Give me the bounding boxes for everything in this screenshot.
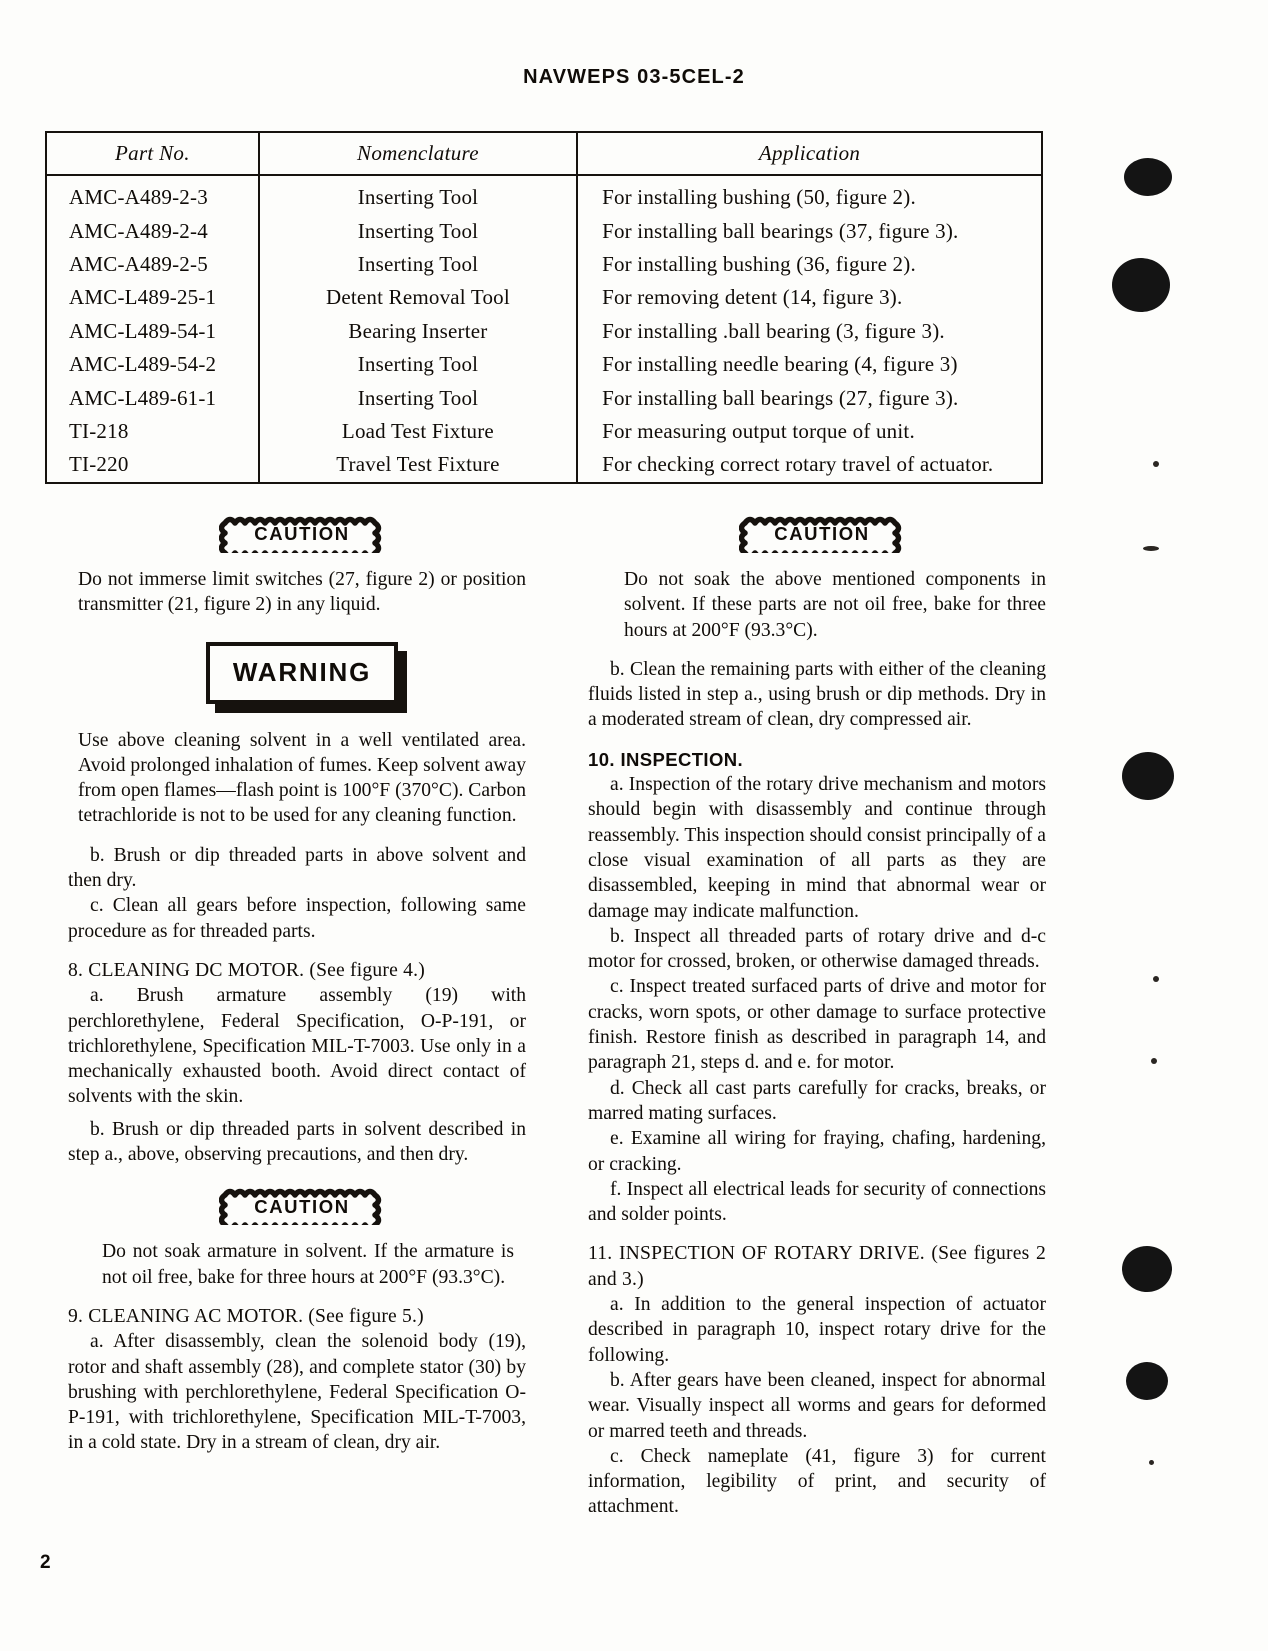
section-8-heading: 8. CLEANING DC MOTOR. (See figure 4.) <box>68 959 425 981</box>
warning-banner <box>78 640 526 704</box>
section-9-paragraph-a: a. After disassembly, clean the solenoid body (19), rotor and shaft assembly (28), and complete stator (30) by brushing with perchlorethylene, Federal Specification O-P-191, with trichlorethylene, Specification MIL-T-7003, in a cold state. Dry in a stream of clean, dry air. <box>68 1331 526 1454</box>
cell-nomenclature: Inserting Tool <box>259 214 577 247</box>
section-8-paragraph-b: b. Brush or dip threaded parts in solvent described in step a., above, observing precautions, and then dry. <box>68 1118 526 1166</box>
cell-nomenclature: Inserting Tool <box>259 175 577 214</box>
cell-application: For installing ball bearings (27, figure 3). <box>577 381 1042 414</box>
cell-application: For installing .ball bearing (3, figure 3). <box>577 315 1042 348</box>
cell-part-no: AMC-L489-61-1 <box>46 381 259 414</box>
caution-banner-1 <box>78 515 526 553</box>
column-header-application: Application <box>577 132 1042 175</box>
cell-part-no: AMC-A489-2-5 <box>46 248 259 281</box>
section-10-paragraph-c: c. Inspect treated surfaced parts of drive and motor for cracks, worn spots, or other damage to surface protective finish. Restore finish as described in paragraph 14, and paragraph 21, steps d. and e. for motor. <box>588 976 1046 1074</box>
caution-label: CAUTION <box>254 1195 350 1217</box>
scan-artifact-speck <box>1153 461 1159 467</box>
table-row <box>46 381 1042 414</box>
scan-artifact-hole <box>1124 158 1172 196</box>
caution-text-1: Do not immerse limit switches (27, figure 2) or position transmitter (21, figure 2) in any liquid. <box>78 569 526 616</box>
cell-nomenclature: Bearing Inserter <box>259 315 577 348</box>
cell-nomenclature: Inserting Tool <box>259 348 577 381</box>
scan-artifact-hole <box>1122 752 1174 800</box>
section-10-paragraph-f: f. Inspect all electrical leads for security of connections and solder points. <box>588 1178 1046 1226</box>
section-11-paragraph-b: b. After gears have been cleaned, inspect for abnormal wear. Visually inspect all worms and gears for deformed or marred teeth and threads. <box>588 1369 1046 1442</box>
section-11-heading: 11. INSPECTION OF ROTARY DRIVE. (See figures 2 and 3.) <box>588 1243 1046 1290</box>
scan-artifact-speck <box>1153 976 1159 982</box>
table-row <box>46 348 1042 381</box>
caution-label: CAUTION <box>774 523 870 545</box>
table-row <box>46 248 1042 281</box>
cell-nomenclature: Load Test Fixture <box>259 415 577 448</box>
section-10-paragraph-e: e. Examine all wiring for fraying, chafing, hardening, or cracking. <box>588 1128 1046 1175</box>
cell-application: For installing ball bearings (37, figure 3). <box>577 214 1042 247</box>
scan-artifact-hole <box>1112 258 1170 312</box>
cell-application: For removing detent (14, figure 3). <box>577 281 1042 314</box>
section-11-paragraph-c: c. Check nameplate (41, figure 3) for current information, legibility of print, and security of attachment. <box>588 1445 1046 1518</box>
section-10-heading: 10. INSPECTION. <box>588 748 744 770</box>
paragraph-b-left: b. Brush or dip threaded parts in above solvent and then dry. <box>68 844 526 892</box>
caution-label: CAUTION <box>254 523 350 545</box>
caution-box <box>219 515 385 553</box>
table-header-row <box>46 132 1042 175</box>
cell-nomenclature: Travel Test Fixture <box>259 448 577 482</box>
cell-part-no: TI-218 <box>46 415 259 448</box>
table-row <box>46 315 1042 348</box>
cell-application: For installing needle bearing (4, figure 3) <box>577 348 1042 381</box>
cell-nomenclature: Inserting Tool <box>259 381 577 414</box>
section-10-paragraph-d: d. Check all cast parts carefully for cracks, breaks, or marred mating surfaces. <box>588 1077 1046 1124</box>
scan-artifact-speck <box>1143 546 1159 551</box>
cell-part-no: TI-220 <box>46 448 259 482</box>
section-11-paragraph-a: a. In addition to the general inspection of actuator described in paragraph 10, inspect rotary drive for the following. <box>588 1294 1046 1366</box>
warning-text: Use above cleaning solvent in a well ventilated area. Avoid prolonged inhalation of fumes. Keep solvent away from open flames—flash point is 100°F (370°C). Carbon tetrachloride is not to be used for any cleaning function. <box>78 729 527 827</box>
warning-box <box>206 642 398 704</box>
cell-part-no: AMC-A489-2-3 <box>46 175 259 214</box>
caution-banner-2 <box>78 1187 526 1225</box>
caution-text-2: Do not soak armature in solvent. If the armature is not oil free, bake for three hours at 200°F (93.3°C). <box>102 1241 514 1288</box>
cell-part-no: AMC-L489-54-2 <box>46 348 259 381</box>
cell-part-no: AMC-A489-2-4 <box>46 214 259 247</box>
caution-box <box>739 515 905 553</box>
table-row <box>46 415 1042 448</box>
cell-application: For installing bushing (36, figure 2). <box>577 248 1042 281</box>
column-header-part-no: Part No. <box>46 132 259 175</box>
scan-artifact-hole <box>1126 1362 1168 1400</box>
section-8-paragraph-a: a. Brush armature assembly (19) with perchlorethylene, Federal Specification, O-P-191, or trichlorethylene, Specification MIL-T-7003. Use only in a mechanically exhausted booth. Avoid direct contact of solvents with the skin. <box>68 985 526 1108</box>
scan-artifact-hole <box>1122 1246 1172 1292</box>
table-row <box>46 175 1042 214</box>
running-head: NAVWEPS 03-5CEL-2 <box>523 66 745 88</box>
cell-application: For measuring output torque of unit. <box>577 415 1042 448</box>
cell-nomenclature: Inserting Tool <box>259 248 577 281</box>
cell-nomenclature: Detent Removal Tool <box>259 281 577 314</box>
table-row <box>46 281 1042 314</box>
table-row <box>46 214 1042 247</box>
special-tools-table <box>45 131 1043 484</box>
section-10-paragraph-b: b. Inspect all threaded parts of rotary drive and d-c motor for crossed, broken, or otherwise damaged threads. <box>588 925 1046 973</box>
table-row <box>46 448 1042 482</box>
column-header-nomenclature: Nomenclature <box>259 132 577 175</box>
section-10-paragraph-a: a. Inspection of the rotary drive mechanism and motors should begin with disassembly and continue through reassembly. This inspection should consist principally of a close visual examination of all parts as they are disassembled, keeping in mind that abnormal wear or damage may indicate malfunction. <box>588 774 1046 922</box>
caution-banner-3 <box>598 515 1046 553</box>
cell-application: For checking correct rotary travel of actuator. <box>577 448 1042 482</box>
caution-box <box>219 1187 385 1225</box>
paragraph-b-right: b. Clean the remaining parts with either of the cleaning fluids listed in step a., using brush or dip methods. Dry in a moderated stream of clean, dry compressed air. <box>588 658 1046 731</box>
paragraph-c-left: c. Clean all gears before inspection, following same procedure as for threaded parts. <box>68 895 526 942</box>
page-number: 2 <box>40 1552 51 1573</box>
cell-part-no: AMC-L489-25-1 <box>46 281 259 314</box>
caution-text-3: Do not soak the above mentioned components in solvent. If these parts are not oil free, bake for three hours at 200°F (93.3°C). <box>624 569 1046 641</box>
warning-label: WARNING <box>232 656 372 687</box>
right-text-column <box>588 515 1046 1520</box>
cell-application: For installing bushing (50, figure 2). <box>577 175 1042 214</box>
cell-part-no: AMC-L489-54-1 <box>46 315 259 348</box>
scan-artifact-speck <box>1151 1058 1157 1064</box>
section-9-heading: 9. CLEANING AC MOTOR. (See figure 5.) <box>68 1305 424 1327</box>
left-text-column <box>68 515 527 1456</box>
scan-artifact-speck <box>1149 1460 1154 1465</box>
